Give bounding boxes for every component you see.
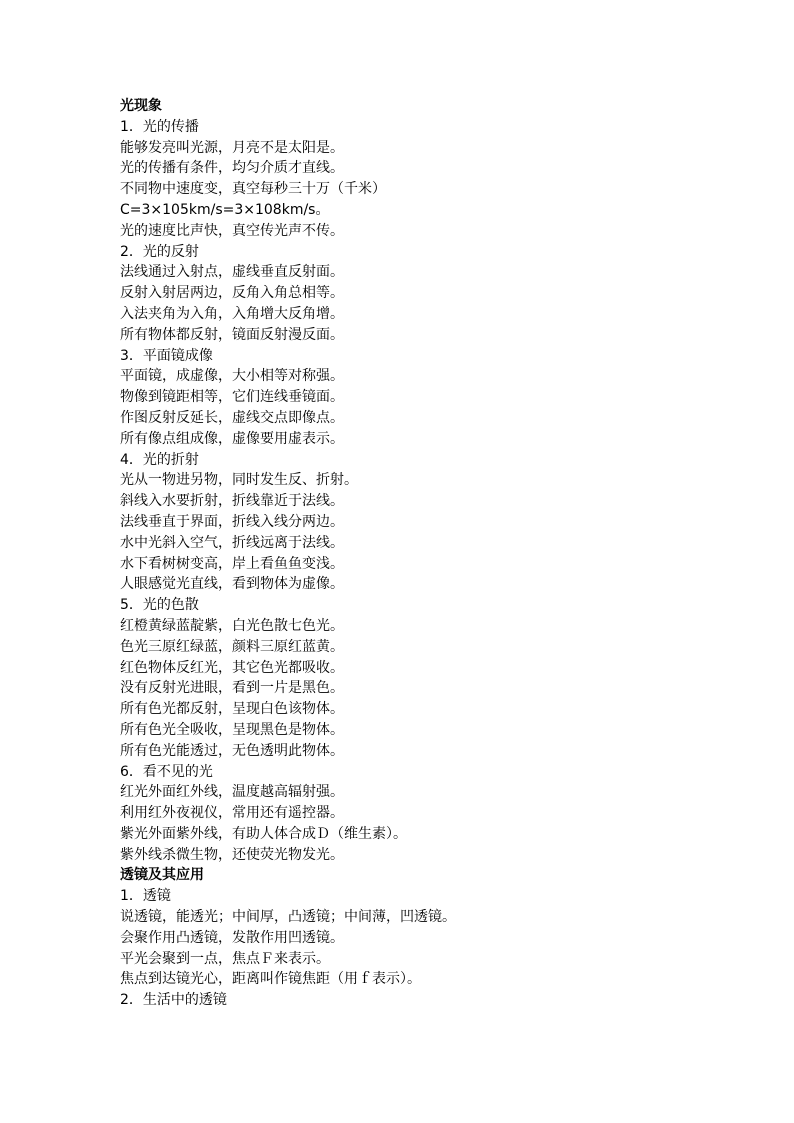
text-line: 色光三原红绿蓝，颜料三原红蓝黄。 [120, 638, 344, 655]
text-line: 水下看树树变高，岸上看鱼鱼变浅。 [120, 555, 344, 572]
text-line: 能够发亮叫光源，月亮不是太阳是。 [120, 139, 344, 156]
subsection-heading: 5．光的色散 [120, 597, 199, 614]
text-line: 焦点到达镜光心，距离叫作镜焦距（用ｆ表示）。 [120, 971, 421, 988]
text-line: 斜线入水要折射，折线靠近于法线。 [120, 493, 344, 510]
text-line: 光的传播有条件，均匀介质才直线。 [120, 160, 344, 177]
text-line: 会聚作用凸透镜，发散作用凹透镜。 [120, 929, 344, 946]
subsection-heading: 2．生活中的透镜 [120, 992, 227, 1009]
text-line: 红色物体反红光，其它色光都吸收。 [120, 659, 344, 676]
subsection-heading: 1．透镜 [120, 888, 171, 905]
text-line: 紫外线杀微生物，还使荧光物发光。 [120, 846, 344, 863]
text-line: 红光外面红外线，温度越高辐射强。 [120, 784, 344, 801]
text-line: 入法夹角为入角，入角增大反角增。 [120, 305, 344, 322]
subsection-heading: 1．光的传播 [120, 118, 199, 135]
subsection-heading: 2．光的反射 [120, 243, 199, 260]
text-line: 平面镜，成虚像，大小相等对称强。 [120, 368, 344, 385]
text-line: C=3×105km/s=3×108km/s。 [120, 201, 330, 218]
subsection-heading: 3．平面镜成像 [120, 347, 213, 364]
text-line: 所有像点组成像，虚像要用虚表示。 [120, 430, 344, 447]
text-line: 法线垂直于界面，折线入线分两边。 [120, 513, 344, 530]
text-line: 红橙黄绿蓝靛紫，白光色散七色光。 [120, 617, 344, 634]
text-line: 利用红外夜视仪，常用还有遥控器。 [120, 805, 344, 822]
text-line: 所有物体都反射，镜面反射漫反面。 [120, 326, 344, 343]
text-line: 反射入射居两边，反角入角总相等。 [120, 285, 344, 302]
text-line: 说透镜，能透光；中间厚，凸透镜；中间薄，凹透镜。 [120, 909, 456, 926]
text-line: 平光会聚到一点，焦点Ｆ来表示。 [120, 950, 330, 967]
text-line: 法线通过入射点，虚线垂直反射面。 [120, 264, 344, 281]
section-title: 透镜及其应用 [120, 867, 204, 884]
text-line: 光从一物进另物，同时发生反、折射。 [120, 472, 358, 489]
text-line: 光的速度比声快，真空传光声不传。 [120, 222, 344, 239]
text-line: 水中光斜入空气，折线远离于法线。 [120, 534, 344, 551]
text-line: 所有色光能透过，无色透明此物体。 [120, 742, 344, 759]
text-line: 没有反射光进眼，看到一片是黑色。 [120, 680, 344, 697]
subsection-heading: 4．光的折射 [120, 451, 199, 468]
text-line: 所有色光都反射，呈现白色该物体。 [120, 701, 344, 718]
subsection-heading: 6．看不见的光 [120, 763, 213, 780]
text-line: 人眼感觉光直线，看到物体为虚像。 [120, 576, 344, 593]
section-title: 光现象 [120, 98, 162, 114]
text-line: 不同物中速度变，真空每秒三十万（千米） [120, 181, 386, 198]
text-line: 物像到镜距相等，它们连线垂镜面。 [120, 389, 344, 406]
text-line: 作图反射反延长，虚线交点即像点。 [120, 409, 344, 426]
text-line: 所有色光全吸收，呈现黑色是物体。 [120, 721, 344, 738]
text-line: 紫光外面紫外线，有助人体合成Ｄ（维生素）。 [120, 825, 407, 842]
document-page [120, 96, 760, 1011]
